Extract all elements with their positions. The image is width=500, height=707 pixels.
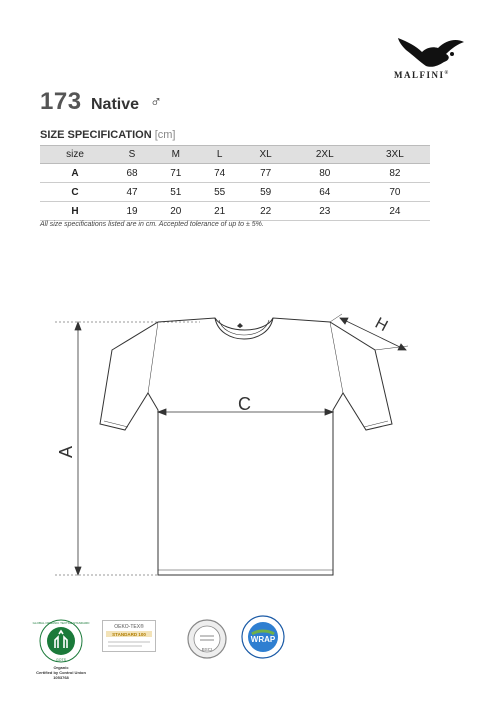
oeko-title: OEKO-TEX® (114, 624, 144, 630)
gender-symbol: ♂ (150, 94, 162, 111)
table-cell: 22 (242, 202, 290, 221)
table-cell: 20 (154, 202, 198, 221)
table-cell: 51 (154, 183, 198, 202)
table-cell: 24 (360, 202, 430, 221)
gots-bottom-text: GOTS (56, 658, 66, 662)
row-label: A (40, 164, 110, 183)
column-header: 2XL (290, 146, 360, 164)
tshirt-diagram (40, 300, 470, 590)
label-h: H (372, 314, 391, 336)
bsci-text: BSCI (201, 647, 213, 652)
gots-caption-line: 1053768 (53, 675, 69, 680)
size-table (40, 145, 430, 221)
column-header: S (110, 146, 154, 164)
tshirt-outline (100, 318, 392, 575)
product-name: Native (91, 96, 140, 113)
column-header: 3XL (360, 146, 430, 164)
table-row (40, 183, 430, 202)
table-cell: 19 (110, 202, 154, 221)
bsci-logo-icon (186, 618, 228, 660)
gots-caption-line: Certified by Control Union (36, 670, 86, 675)
table-cell: 55 (198, 183, 242, 202)
column-header: M (154, 146, 198, 164)
column-header: L (198, 146, 242, 164)
wrap-text: WRAP (250, 635, 276, 644)
spec-unit: [cm] (154, 129, 176, 141)
table-cell: 68 (110, 164, 154, 183)
collar-logo-icon (237, 323, 243, 328)
gots-logo-icon (32, 618, 90, 664)
table-cell: 64 (290, 183, 360, 202)
label-c: C (238, 394, 251, 414)
oeko-standard: STANDARD 100 (112, 632, 146, 637)
product-number: 173 (40, 88, 82, 115)
table-cell: 82 (360, 164, 430, 183)
spec-heading-text: SIZE SPECIFICATION (40, 129, 152, 141)
table-row (40, 164, 430, 183)
table-cell: 71 (154, 164, 198, 183)
row-label: C (40, 183, 110, 202)
table-header-row (40, 146, 430, 164)
table-row (40, 202, 430, 221)
tolerance-note: All size specifications listed are in cm. Accepted tolerance of up to ± 5%. (40, 221, 264, 228)
table-cell: 77 (242, 164, 290, 183)
wrap-logo-icon (240, 614, 286, 660)
row-label: H (40, 202, 110, 221)
table-cell: 74 (198, 164, 242, 183)
table-cell: 21 (198, 202, 242, 221)
table-cell: 47 (110, 183, 154, 202)
table-cell: 70 (360, 183, 430, 202)
table-cell: 23 (290, 202, 360, 221)
oeko-tex-logo-icon (102, 620, 156, 652)
label-a: A (56, 445, 76, 458)
collar (215, 318, 273, 339)
gots-caption-line: Organic (53, 665, 69, 670)
gots-ring-text: GLOBAL ORGANIC TEXTILE STANDARD (32, 621, 90, 625)
table-cell: 59 (242, 183, 290, 202)
table-cell: 80 (290, 164, 360, 183)
gots-caption (30, 665, 92, 680)
column-header: XL (242, 146, 290, 164)
column-header: size (40, 146, 110, 164)
spec-heading (40, 129, 175, 141)
brand-name: MALFINI® (394, 70, 450, 80)
